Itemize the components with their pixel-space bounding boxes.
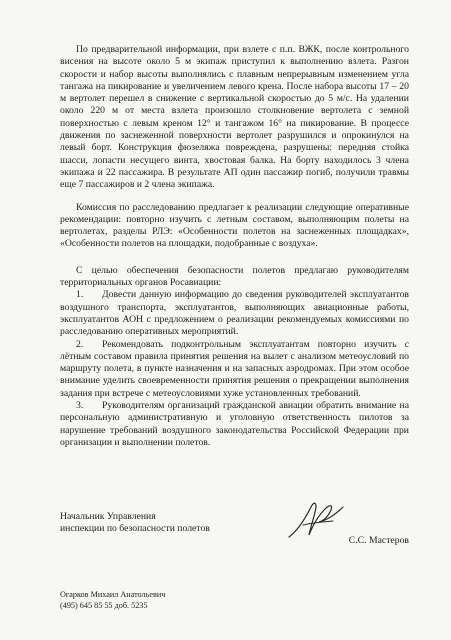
contact-name: Огарков Михаил Анатольевич xyxy=(60,590,166,599)
list-item xyxy=(60,339,409,400)
recommendation-list xyxy=(60,289,409,449)
paragraph-safety-proposal: С целью обеспечения безопасности полетов предлагаю руководителям территориальных органов Росавиации: xyxy=(60,264,409,289)
item-number: 1. xyxy=(76,289,84,301)
handwritten-signature xyxy=(283,495,349,545)
contact-info xyxy=(60,589,165,611)
paragraph-commission-recommendations: Комиссия по расследованию предлагает к реализации следующие оперативные рекомендации: повторно изучить с летным составом, выполняющим полеты на вертолетах, разделы РЛЭ: «Особенности полетов на заснеженных площадках», «Особенности полетов на площадки, подобранные с воздуха». xyxy=(60,201,409,250)
signatory-name: С.С. Мастеров xyxy=(348,535,409,546)
item-number: 3. xyxy=(76,400,84,412)
list-item xyxy=(60,400,409,449)
contact-phone: (495) 645 85 55 доб. 5235 xyxy=(60,601,148,610)
item-text: Довести данную информацию до сведения руководителей эксплуатантов воздушного транспорта, эксплуатантов, выполняющих авиационные работы, эксплуатантов АОН с предложением о реализации рекомендуемых комиссиями по расследованию оперативных мероприятий. xyxy=(60,289,409,338)
signatory-title-line1: Начальник Управления xyxy=(60,511,156,522)
item-text: Рекомендовать подконтрольным эксплуатантам повторно изучить с лётным составом правила принятия решения на вылет с анализом метеоусловий по маршруту полета, в пункте назначения и на запасных аэродромах. При этом особое внимание уделить своевременности принятия решения о прекращении выполнения задания при встрече с метеоусловиями хуже установленных требований. xyxy=(60,338,409,399)
item-number: 2. xyxy=(76,338,84,350)
paragraph-preliminary-info: По предварительной информации, при взлете с п.п. ВЖК, после контрольного висения на высоте около 5 м экипаж приступил к выполнению взлета. Разгон скорости и набор высоты выполнялись с плавным непрерывным изменением угла тангажа на пикирование и увеличением левого крена. После набора высоты 17 – 20 м вертолет перешел в снижение с вертикальной скоростью до 5 м/с. На удалении около 220 м от места взлета произошло столкновение вертолета с земной поверхностью с левым креном 12° и тангажом 16° на пикирование. В процессе движения по заснеженной поверхности вертолет разрушился и опрокинулся на левый борт. Конструкция фюзеляжа повреждена, разрушены: передняя стойка шасси, лопасти несущего винта, хвостовая балка. На борту находилось 3 члена экипажа и 22 пассажира. В результате АП один пассажир погиб, получили травмы еще 7 пассажиров и 2 члена экипажа. xyxy=(60,44,409,191)
signatory-title-line2: инспекции по безопасности полетов xyxy=(60,523,210,535)
signature-block xyxy=(60,511,409,555)
item-text: Руководителям организаций гражданской авиации обратить внимание на персональную административную и уголовную ответственность пилотов за нарушение требований воздушного законодательства Российской Федерации при организации и выполнении полетов. xyxy=(60,400,409,448)
list-item xyxy=(60,289,409,338)
